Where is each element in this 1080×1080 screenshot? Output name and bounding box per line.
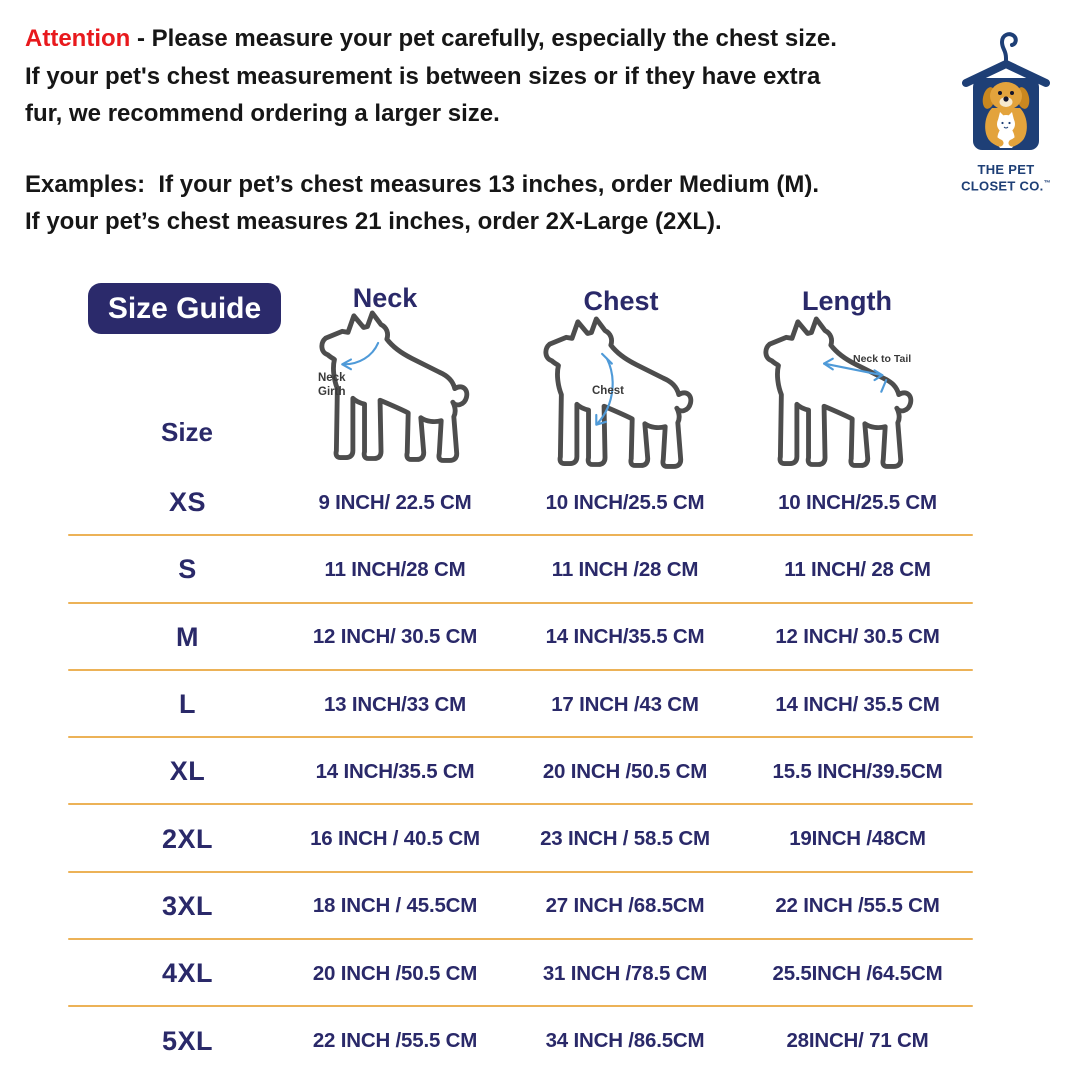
neck-value: 16 INCH / 40.5 CM xyxy=(310,827,480,851)
size-value: XL xyxy=(169,756,206,787)
neck-value: 9 INCH/ 22.5 CM xyxy=(318,490,472,514)
size-table-rows xyxy=(0,469,1080,1075)
column-header-length: Length xyxy=(802,286,892,316)
chest-value: 27 INCH /68.5CM xyxy=(545,894,705,918)
size-value: M xyxy=(176,621,199,652)
brand-name-line-1: THE PET xyxy=(977,162,1035,177)
chest-diagram xyxy=(540,316,705,481)
neck-value: 20 INCH /50.5 CM xyxy=(312,961,478,985)
column-header-chest: Chest xyxy=(583,286,659,316)
chest-value: 17 INCH /43 CM xyxy=(551,692,699,716)
size-value: 4XL xyxy=(161,958,214,989)
length-value: 14 INCH/ 35.5 CM xyxy=(775,692,940,716)
pet-closet-logo-icon xyxy=(956,28,1056,155)
neck-value: 22 INCH /55.5 CM xyxy=(312,1029,478,1053)
examples-line-2: If your pet’s chest measures 21 inches, order 2X-Large (2XL). xyxy=(25,208,722,235)
neck-value: 11 INCH/28 CM xyxy=(324,557,466,581)
length-value: 15.5 INCH/39.5CM xyxy=(772,759,943,783)
size-value: S xyxy=(178,554,197,585)
neck-value: 12 INCH/ 30.5 CM xyxy=(312,625,478,649)
neck-diagram xyxy=(316,310,481,475)
length-value: 25.5INCH /64.5CM xyxy=(772,961,943,985)
size-column-header: Size xyxy=(160,417,214,447)
attention-line-2: If your pet's chest measurement is between sizes or if they have extra xyxy=(25,62,821,90)
length-value: 12 INCH/ 30.5 CM xyxy=(775,625,940,649)
table-row xyxy=(0,805,1080,872)
table-row xyxy=(0,604,1080,671)
intro-text xyxy=(25,20,965,241)
length-value: 11 INCH/ 28 CM xyxy=(784,557,931,581)
chest-label: Chest xyxy=(592,385,624,397)
trademark-symbol: ™ xyxy=(1043,180,1051,187)
chest-value: 10 INCH/25.5 CM xyxy=(545,490,705,514)
neck-to-tail-label: Neck to Tail xyxy=(853,353,912,365)
length-value: 10 INCH/25.5 CM xyxy=(778,490,937,514)
neck-value: 13 INCH/33 CM xyxy=(323,692,467,716)
length-value: 22 INCH /55.5 CM xyxy=(775,894,940,918)
table-row xyxy=(0,536,1080,603)
size-value: 5XL xyxy=(161,1025,214,1056)
attention-line-1 xyxy=(25,20,965,58)
size-value: L xyxy=(179,689,196,720)
size-guide-badge: Size Guide xyxy=(88,283,281,334)
table-row xyxy=(0,738,1080,805)
brand-name-line-2: CLOSET CO.™ xyxy=(961,178,1051,194)
attention-label: Attention xyxy=(25,25,131,52)
table-row xyxy=(0,671,1080,738)
dog-outline-length-icon xyxy=(760,316,925,481)
chest-value: 14 INCH/35.5 CM xyxy=(545,625,705,649)
length-diagram xyxy=(760,316,925,481)
chest-value: 11 INCH /28 CM xyxy=(551,557,699,581)
brand-name xyxy=(956,163,1056,193)
examples-line-1: Examples: If your pet’s chest measures 13 inches, order Medium (M). xyxy=(25,170,820,198)
size-value: 2XL xyxy=(161,823,214,854)
attention-line-3: fur, we recommend ordering a larger size. xyxy=(25,100,500,127)
table-row xyxy=(0,469,1080,536)
column-header-neck: Neck xyxy=(352,283,418,313)
length-value: 19INCH /48CM xyxy=(789,827,926,851)
neck-value: 14 INCH/35.5 CM xyxy=(315,759,475,783)
chest-value: 23 INCH / 58.5 CM xyxy=(540,827,710,851)
size-value: XS xyxy=(168,487,207,518)
table-row xyxy=(0,873,1080,940)
table-row xyxy=(0,1007,1080,1074)
length-value: 28INCH/ 71 CM xyxy=(786,1029,929,1053)
chest-value: 20 INCH /50.5 CM xyxy=(542,759,708,783)
size-value: 3XL xyxy=(161,890,214,921)
table-row xyxy=(0,940,1080,1007)
chest-value: 31 INCH /78.5 CM xyxy=(542,961,708,985)
chest-value: 34 INCH /86.5CM xyxy=(545,1029,705,1053)
dog-outline-chest-icon xyxy=(540,316,705,481)
neck-girth-label: Neck Girth xyxy=(318,372,346,398)
brand-logo xyxy=(956,28,1056,193)
attention-line-1-rest: - Please measure your pet carefully, especially the chest size. xyxy=(130,25,837,52)
neck-value: 18 INCH / 45.5CM xyxy=(312,894,478,918)
